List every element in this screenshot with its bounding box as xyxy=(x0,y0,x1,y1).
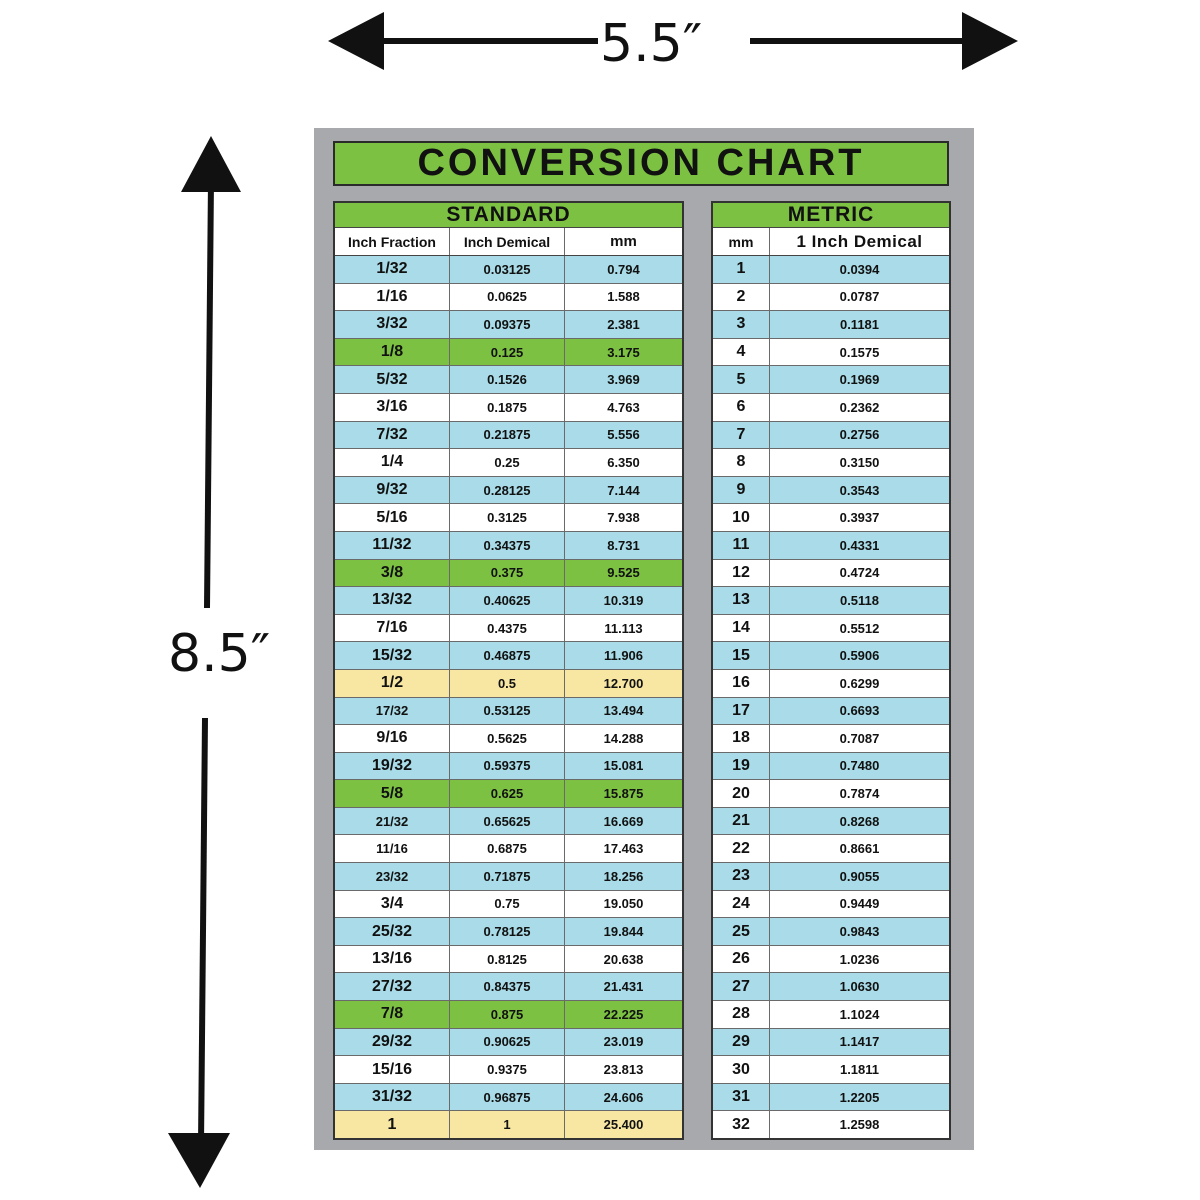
inch-decimal-cell: 0.28125 xyxy=(450,477,565,504)
inch-decimal-cell: 0.3937 xyxy=(770,504,949,531)
inch-decimal-cell: 0.7874 xyxy=(770,780,949,807)
table-row xyxy=(335,1001,682,1029)
inch-decimal-cell: 0.59375 xyxy=(450,753,565,780)
inch-decimal-cell: 0.53125 xyxy=(450,698,565,725)
table-row xyxy=(335,1029,682,1057)
table-row xyxy=(713,1056,949,1084)
inch-decimal-cell: 0.21875 xyxy=(450,422,565,449)
table-row xyxy=(335,670,682,698)
mm-cell: 15 xyxy=(713,642,770,669)
mm-cell: 5 xyxy=(713,366,770,393)
mm-cell: 9 xyxy=(713,477,770,504)
metric-table xyxy=(711,201,951,1140)
inch-decimal-cell: 0.1181 xyxy=(770,311,949,338)
metric-rows xyxy=(713,256,949,1138)
table-row xyxy=(713,615,949,643)
chart-title: CONVERSION CHART xyxy=(333,141,949,186)
mm-cell: 1.588 xyxy=(565,284,682,311)
height-arrow-bottom-line xyxy=(201,718,205,1145)
mm-cell: 10.319 xyxy=(565,587,682,614)
inch-fraction-cell: 3/32 xyxy=(335,311,450,338)
table-row xyxy=(335,1056,682,1084)
column-header-mm: mm xyxy=(713,228,770,255)
inch-fraction-cell: 5/32 xyxy=(335,366,450,393)
inch-decimal-cell: 0.8661 xyxy=(770,835,949,862)
inch-fraction-cell: 1 xyxy=(335,1111,450,1138)
mm-cell: 0.794 xyxy=(565,256,682,283)
inch-fraction-cell: 1/8 xyxy=(335,339,450,366)
mm-cell: 25.400 xyxy=(565,1111,682,1138)
inch-decimal-cell: 0.09375 xyxy=(450,311,565,338)
mm-cell: 21 xyxy=(713,808,770,835)
table-row xyxy=(713,256,949,284)
mm-cell: 2.381 xyxy=(565,311,682,338)
mm-cell: 17 xyxy=(713,698,770,725)
mm-cell: 23.019 xyxy=(565,1029,682,1056)
inch-decimal-cell: 0.4331 xyxy=(770,532,949,559)
mm-cell: 14.288 xyxy=(565,725,682,752)
table-row xyxy=(713,753,949,781)
mm-cell: 9.525 xyxy=(565,560,682,587)
inch-fraction-cell: 27/32 xyxy=(335,973,450,1000)
inch-fraction-cell: 25/32 xyxy=(335,918,450,945)
mm-cell: 7.938 xyxy=(565,504,682,531)
mm-cell: 4.763 xyxy=(565,394,682,421)
inch-decimal-cell: 0.9375 xyxy=(450,1056,565,1083)
column-header-mm: mm xyxy=(610,233,637,250)
inch-decimal-cell: 0.1575 xyxy=(770,339,949,366)
inch-fraction-cell: 15/32 xyxy=(335,642,450,669)
table-row xyxy=(713,670,949,698)
height-arrow-bottom-head xyxy=(168,1133,230,1188)
mm-cell: 4 xyxy=(713,339,770,366)
table-row xyxy=(713,918,949,946)
inch-decimal-cell: 1.1417 xyxy=(770,1029,949,1056)
table-row xyxy=(713,863,949,891)
mm-cell: 21.431 xyxy=(565,973,682,1000)
inch-fraction-cell: 3/16 xyxy=(335,394,450,421)
inch-fraction-cell: 3/8 xyxy=(335,560,450,587)
mm-cell: 12.700 xyxy=(565,670,682,697)
mm-cell: 18.256 xyxy=(565,863,682,890)
mm-cell: 16 xyxy=(713,670,770,697)
inch-decimal-cell: 0.0394 xyxy=(770,256,949,283)
inch-fraction-cell: 1/16 xyxy=(335,284,450,311)
width-arrow-left-head xyxy=(328,12,384,70)
inch-fraction-cell: 1/2 xyxy=(335,670,450,697)
inch-decimal-cell: 0.25 xyxy=(450,449,565,476)
inch-fraction-cell: 7/8 xyxy=(335,1001,450,1028)
inch-fraction-cell: 1/4 xyxy=(335,449,450,476)
mm-cell: 13 xyxy=(713,587,770,614)
mm-cell: 28 xyxy=(713,1001,770,1028)
inch-fraction-cell: 1/32 xyxy=(335,256,450,283)
mm-cell: 25 xyxy=(713,918,770,945)
table-row xyxy=(335,1111,682,1138)
table-row xyxy=(335,698,682,726)
mm-cell: 22 xyxy=(713,835,770,862)
inch-fraction-cell: 7/32 xyxy=(335,422,450,449)
inch-decimal-cell: 0.125 xyxy=(450,339,565,366)
inch-decimal-cell: 0.8125 xyxy=(450,946,565,973)
column-header-inch-decimal: 1 Inch Demical xyxy=(796,231,923,251)
table-row xyxy=(335,394,682,422)
mm-cell: 13.494 xyxy=(565,698,682,725)
inch-decimal-cell: 0.625 xyxy=(450,780,565,807)
table-row xyxy=(713,725,949,753)
inch-decimal-cell: 0.8268 xyxy=(770,808,949,835)
table-row xyxy=(335,449,682,477)
inch-fraction-cell: 13/32 xyxy=(335,587,450,614)
inch-fraction-cell: 17/32 xyxy=(335,698,450,725)
table-row xyxy=(713,422,949,450)
inch-decimal-cell: 0.5906 xyxy=(770,642,949,669)
mm-cell: 30 xyxy=(713,1056,770,1083)
inch-decimal-cell: 0.2756 xyxy=(770,422,949,449)
table-row xyxy=(713,560,949,588)
inch-decimal-cell: 0.71875 xyxy=(450,863,565,890)
mm-cell: 10 xyxy=(713,504,770,531)
inch-decimal-cell: 0.9449 xyxy=(770,891,949,918)
table-row xyxy=(713,808,949,836)
metric-heading: METRIC xyxy=(713,203,949,228)
table-row xyxy=(335,366,682,394)
mm-cell: 12 xyxy=(713,560,770,587)
inch-decimal-cell: 0.96875 xyxy=(450,1084,565,1111)
table-row xyxy=(713,1001,949,1029)
inch-decimal-cell: 0.2362 xyxy=(770,394,949,421)
table-row xyxy=(335,311,682,339)
height-arrow-top-line xyxy=(207,180,211,608)
inch-fraction-cell: 13/16 xyxy=(335,946,450,973)
width-arrow-right-head xyxy=(962,12,1018,70)
metric-column-headers xyxy=(713,228,949,256)
table-row xyxy=(713,339,949,367)
mm-cell: 23.813 xyxy=(565,1056,682,1083)
mm-cell: 8.731 xyxy=(565,532,682,559)
mm-cell: 26 xyxy=(713,946,770,973)
inch-decimal-cell: 0.9055 xyxy=(770,863,949,890)
table-row xyxy=(713,780,949,808)
table-row xyxy=(713,835,949,863)
inch-decimal-cell: 0.78125 xyxy=(450,918,565,945)
mm-cell: 3.175 xyxy=(565,339,682,366)
mm-cell: 8 xyxy=(713,449,770,476)
mm-cell: 7.144 xyxy=(565,477,682,504)
inch-decimal-cell: 0.34375 xyxy=(450,532,565,559)
table-row xyxy=(713,477,949,505)
inch-decimal-cell: 0.4375 xyxy=(450,615,565,642)
inch-fraction-cell: 21/32 xyxy=(335,808,450,835)
mm-cell: 23 xyxy=(713,863,770,890)
table-row xyxy=(335,560,682,588)
inch-decimal-cell: 0.1875 xyxy=(450,394,565,421)
inch-decimal-cell: 0.3125 xyxy=(450,504,565,531)
table-row xyxy=(713,449,949,477)
table-row xyxy=(335,256,682,284)
inch-decimal-cell: 0.7480 xyxy=(770,753,949,780)
inch-decimal-cell: 0.03125 xyxy=(450,256,565,283)
table-row xyxy=(713,532,949,560)
inch-decimal-cell: 1.2598 xyxy=(770,1111,949,1138)
mm-cell: 27 xyxy=(713,973,770,1000)
table-row xyxy=(713,946,949,974)
inch-decimal-cell: 0.0787 xyxy=(770,284,949,311)
standard-table xyxy=(333,201,684,1140)
mm-cell: 19.050 xyxy=(565,891,682,918)
inch-decimal-cell: 1.1811 xyxy=(770,1056,949,1083)
table-row xyxy=(713,1084,949,1112)
inch-fraction-cell: 23/32 xyxy=(335,863,450,890)
inch-decimal-cell: 0.875 xyxy=(450,1001,565,1028)
inch-decimal-cell: 0.5625 xyxy=(450,725,565,752)
table-row xyxy=(335,835,682,863)
inch-decimal-cell: 0.9843 xyxy=(770,918,949,945)
column-header-inch-decimal: Inch Demical xyxy=(450,228,565,255)
standard-column-headers xyxy=(335,228,682,256)
table-row xyxy=(335,339,682,367)
mm-cell: 3 xyxy=(713,311,770,338)
mm-cell: 2 xyxy=(713,284,770,311)
table-row xyxy=(335,863,682,891)
inch-decimal-cell: 0.1969 xyxy=(770,366,949,393)
inch-decimal-cell: 0.75 xyxy=(450,891,565,918)
inch-fraction-cell: 29/32 xyxy=(335,1029,450,1056)
mm-cell: 24 xyxy=(713,891,770,918)
width-dimension-label: 5.5″ xyxy=(600,14,703,74)
table-row xyxy=(713,891,949,919)
table-row xyxy=(335,642,682,670)
inch-decimal-cell: 0.5512 xyxy=(770,615,949,642)
table-row xyxy=(713,1029,949,1057)
inch-decimal-cell: 1.0630 xyxy=(770,973,949,1000)
inch-decimal-cell: 0.7087 xyxy=(770,725,949,752)
mm-cell: 6 xyxy=(713,394,770,421)
inch-fraction-cell: 15/16 xyxy=(335,1056,450,1083)
inch-decimal-cell: 0.5 xyxy=(450,670,565,697)
column-header-inch-fraction: Inch Fraction xyxy=(335,228,450,255)
mm-cell: 1 xyxy=(713,256,770,283)
table-row xyxy=(713,642,949,670)
mm-cell: 24.606 xyxy=(565,1084,682,1111)
mm-cell: 29 xyxy=(713,1029,770,1056)
inch-decimal-cell: 0.0625 xyxy=(450,284,565,311)
table-row xyxy=(713,973,949,1001)
table-row xyxy=(335,973,682,1001)
standard-rows xyxy=(335,256,682,1138)
table-row xyxy=(335,918,682,946)
mm-cell: 32 xyxy=(713,1111,770,1138)
inch-decimal-cell: 1 xyxy=(450,1111,565,1138)
height-arrow-top-head xyxy=(181,136,241,192)
table-row xyxy=(713,366,949,394)
mm-cell: 18 xyxy=(713,725,770,752)
table-row xyxy=(713,394,949,422)
inch-decimal-cell: 0.6299 xyxy=(770,670,949,697)
mm-cell: 3.969 xyxy=(565,366,682,393)
table-row xyxy=(335,946,682,974)
inch-fraction-cell: 9/32 xyxy=(335,477,450,504)
table-row xyxy=(713,587,949,615)
table-row xyxy=(335,808,682,836)
mm-cell: 15.875 xyxy=(565,780,682,807)
table-row xyxy=(335,504,682,532)
mm-cell: 17.463 xyxy=(565,835,682,862)
mm-cell: 6.350 xyxy=(565,449,682,476)
inch-decimal-cell: 1.2205 xyxy=(770,1084,949,1111)
table-row xyxy=(335,615,682,643)
standard-heading: STANDARD xyxy=(335,203,682,228)
mm-cell: 16.669 xyxy=(565,808,682,835)
inch-decimal-cell: 0.5118 xyxy=(770,587,949,614)
table-row xyxy=(335,284,682,312)
conversion-chart-card xyxy=(314,128,974,1150)
inch-decimal-cell: 1.1024 xyxy=(770,1001,949,1028)
table-row xyxy=(335,587,682,615)
inch-decimal-cell: 1.0236 xyxy=(770,946,949,973)
inch-decimal-cell: 0.375 xyxy=(450,560,565,587)
inch-decimal-cell: 0.6693 xyxy=(770,698,949,725)
inch-decimal-cell: 0.6875 xyxy=(450,835,565,862)
inch-decimal-cell: 0.3543 xyxy=(770,477,949,504)
inch-decimal-cell: 0.3150 xyxy=(770,449,949,476)
table-row xyxy=(335,532,682,560)
table-row xyxy=(713,311,949,339)
mm-cell: 19 xyxy=(713,753,770,780)
inch-fraction-cell: 9/16 xyxy=(335,725,450,752)
inch-fraction-cell: 5/16 xyxy=(335,504,450,531)
mm-cell: 20 xyxy=(713,780,770,807)
mm-cell: 7 xyxy=(713,422,770,449)
inch-decimal-cell: 0.65625 xyxy=(450,808,565,835)
table-row xyxy=(335,422,682,450)
height-dimension-label: 8.5″ xyxy=(168,624,271,684)
inch-fraction-cell: 7/16 xyxy=(335,615,450,642)
inch-fraction-cell: 5/8 xyxy=(335,780,450,807)
inch-fraction-cell: 19/32 xyxy=(335,753,450,780)
mm-cell: 11 xyxy=(713,532,770,559)
mm-cell: 19.844 xyxy=(565,918,682,945)
mm-cell: 31 xyxy=(713,1084,770,1111)
inch-fraction-cell: 11/16 xyxy=(335,835,450,862)
inch-fraction-cell: 31/32 xyxy=(335,1084,450,1111)
mm-cell: 15.081 xyxy=(565,753,682,780)
inch-decimal-cell: 0.4724 xyxy=(770,560,949,587)
inch-fraction-cell: 3/4 xyxy=(335,891,450,918)
mm-cell: 14 xyxy=(713,615,770,642)
inch-decimal-cell: 0.40625 xyxy=(450,587,565,614)
mm-cell: 5.556 xyxy=(565,422,682,449)
table-row xyxy=(713,284,949,312)
inch-fraction-cell: 11/32 xyxy=(335,532,450,559)
inch-decimal-cell: 0.84375 xyxy=(450,973,565,1000)
table-row xyxy=(335,780,682,808)
table-row xyxy=(335,891,682,919)
inch-decimal-cell: 0.90625 xyxy=(450,1029,565,1056)
mm-cell: 22.225 xyxy=(565,1001,682,1028)
table-row xyxy=(335,725,682,753)
mm-cell: 11.906 xyxy=(565,642,682,669)
inch-decimal-cell: 0.46875 xyxy=(450,642,565,669)
mm-cell: 20.638 xyxy=(565,946,682,973)
table-row xyxy=(713,1111,949,1138)
table-row xyxy=(335,1084,682,1112)
table-row xyxy=(335,753,682,781)
table-row xyxy=(713,698,949,726)
table-row xyxy=(713,504,949,532)
inch-decimal-cell: 0.1526 xyxy=(450,366,565,393)
table-row xyxy=(335,477,682,505)
mm-cell: 11.113 xyxy=(565,615,682,642)
